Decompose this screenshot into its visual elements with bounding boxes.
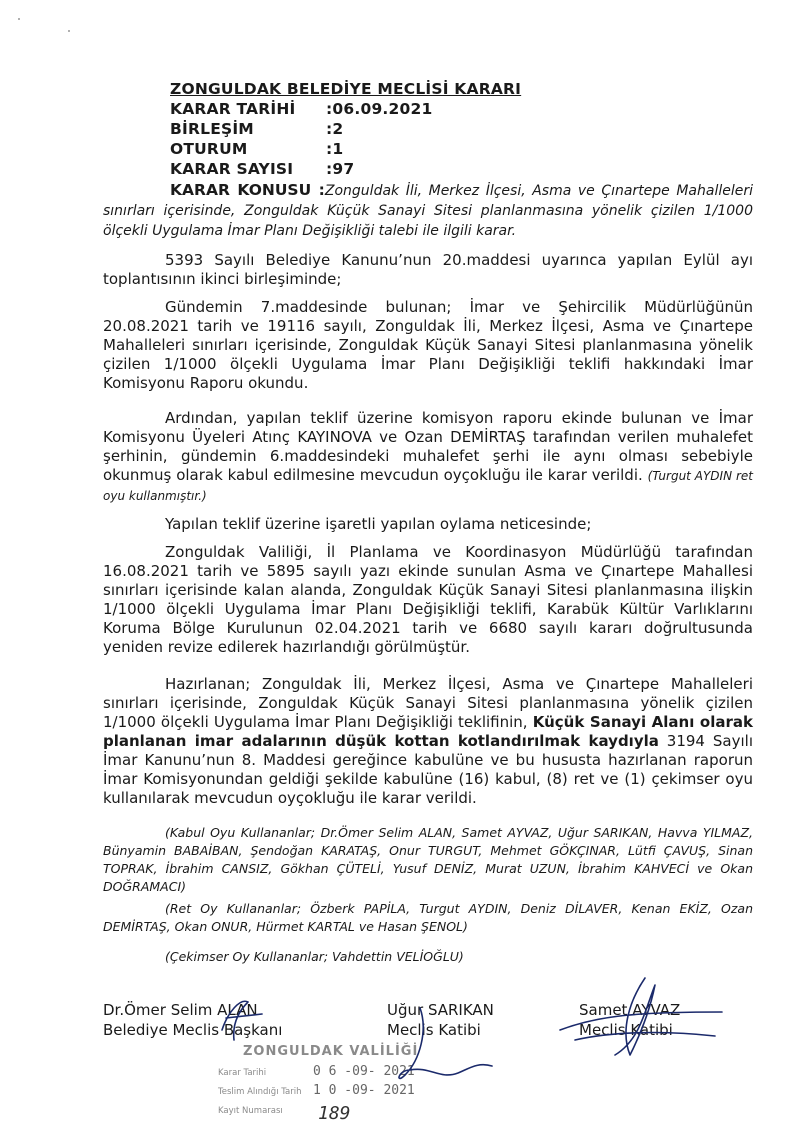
body-paragraph: Zonguldak Valiliği, İl Planlama ve Koordinasyon Müdürlüğü tarafından 16.08.2021 tarih ve 5895 sayılı yazı ekinde sunulan Asma ve Çınartepe Mahallesi sınırları içerisinde kalan alanda, Zonguldak Küçük Sanayi Sitesi planlanmasına ilişkin 1/1000 ölçekli Uygulama İmar Planı Değişikliği teklifi, Karabük Kültür Varlıklarını Koruma Bölge Kurulunun 02.04.2021 tarih ve 6680 sayılı kararı doğrultusunda yeniden revize edilerek hazırlandığı görülmüştür.	[103, 543, 753, 656]
stamp-value: 1 0 -09- 2021	[313, 1083, 415, 1098]
accept-votes: (Kabul Oyu Kullananlar; Dr.Ömer Selim ALAN, Samet AYVAZ, Uğur SARIKAN, Havva YILMAZ, Bünyamin BABAİBAN, Şendoğan KARATAŞ, Onur TURGUT, Mehmet GÖKÇINAR, Lütfi ÇAVUŞ, Sinan TOPRAK, İbrahim CANSIZ, Gökhan ÇÜTELİ, Yusuf DENİZ, Murat UZUN, İbrahim KAHVECİ ve Okan DOĞRAMACI)	[103, 825, 753, 894]
stamp-value: 189	[318, 1103, 351, 1124]
abstain-votes: (Çekimser Oy Kullananlar; Vahdettin VELİOĞLU)	[165, 949, 464, 964]
signature-block-clerk-1	[387, 1000, 494, 1040]
official-stamp	[218, 1040, 428, 1126]
paragraph-text: 3194 Sayılı İmar Kanunu’nun 8. Maddesi gereğince kabulüne ve bu hususta hazırlanan raporun İmar Komisyonundan geldiği şekilde kabulüne (16) kabul, (8) ret ve (1) çekimser oyu kullanılarak mevcudun oyçokluğu ile karar verildi.	[103, 732, 753, 807]
body-paragraph: 5393 Sayılı Belediye Kanunu’nun 20.maddesi uyarınca yapılan Eylül ayı toplantısının ikinci birleşiminde;	[103, 251, 753, 288]
reject-votes: (Ret Oy Kullananlar; Özberk PAPİLA, Turgut AYDIN, Deniz DİLAVER, Kenan EKİZ, Ozan DEMİRTAŞ, Okan ONUR, Hürmet KARTAL ve Hasan ŞENOL)	[103, 901, 753, 934]
subject-label: KARAR KONUSU :	[170, 181, 325, 199]
sitting-row	[170, 140, 343, 158]
stamp-value: 0 6 -09- 2021	[313, 1064, 415, 1079]
signature-block-chairman	[103, 1000, 282, 1040]
stamp-label: Kayıt Numarası	[218, 1106, 283, 1116]
field-value: :97	[326, 160, 355, 178]
stamp-label: Karar Tarihi	[218, 1068, 267, 1078]
scan-speck	[68, 30, 70, 32]
stamp-label: Teslim Alındığı Tarih	[218, 1087, 302, 1097]
signer-role: Meclis Katibi	[387, 1021, 481, 1039]
subject-text: Zonguldak İli, Merkez İlçesi, Asma ve Çınartepe Mahalleleri sınırları içerisinde, Zonguldak Küçük Sanayi Sitesi planlanmasına yönelik çizilen 1/1000 ölçekli Uygulama İmar Planı Değişikliği talebi ile ilgili karar.	[103, 183, 753, 239]
field-label: OTURUM	[170, 140, 248, 158]
decision-date-row	[170, 100, 432, 118]
signer-name: Dr.Ömer Selim ALAN	[103, 1001, 258, 1019]
paragraph-text: Hazırlanan; Zonguldak İli, Merkez İlçesi, Asma ve Çınartepe Mahalleleri sınırları içerisinde, Zonguldak Küçük Sanayi Sitesi planlanmasına yönelik çizilen 1/1000 ölçekli Uygulama İmar Planı Değişikliği teklifinin,	[103, 675, 753, 731]
body-paragraph: Gündemin 7.maddesinde bulunan; İmar ve Şehircilik Müdürlüğünün 20.08.2021 tarih ve 19116 sayılı, Zonguldak İli, Merkez İlçesi, Asma ve Çınartepe Mahalleleri sınırları içerisinde, Zonguldak Küçük Sanayi Sitesi planlanmasına yönelik çizilen 1/1000 ölçekli Uygulama İmar Planı Değişikliği teklifi hakkındaki İmar Komisyonu Raporu okundu.	[103, 298, 753, 392]
field-value: :1	[326, 140, 344, 158]
field-label: KARAR SAYISI	[170, 160, 294, 178]
body-paragraph	[103, 675, 753, 808]
decision-number-row	[170, 160, 354, 178]
paragraph-note: (Turgut AYDIN ret oyu kullanmıştır.)	[103, 469, 753, 503]
signer-name: Uğur SARIKAN	[387, 1001, 494, 1019]
signature-block-clerk-2	[579, 1000, 680, 1040]
body-paragraph: Yapılan teklif üzerine işaretli yapılan oylama neticesinde;	[165, 515, 592, 533]
decision-subject	[103, 180, 753, 241]
document-title: ZONGULDAK BELEDİYE MECLİSİ KARARI	[170, 80, 522, 98]
field-value: :2	[326, 120, 344, 138]
paragraph-bold-text: Küçük Sanayi Alanı olarak planlanan imar adalarının düşük kottan kotlandırılmak kaydıyla	[103, 713, 753, 750]
field-value: :06.09.2021	[326, 100, 433, 118]
body-paragraph	[103, 409, 753, 506]
session-row	[170, 120, 343, 138]
signer-role: Meclis Katibi	[579, 1021, 673, 1039]
signer-name: Samet AYVAZ	[579, 1001, 681, 1019]
paragraph-text: Ardından, yapılan teklif üzerine komisyon raporu ekinde bulunan ve İmar Komisyonu Üyeleri Atınç KAYINOVA ve Ozan DEMİRTAŞ tarafından verilen muhalefet şerhinin, gündemin 6.maddesindeki muhalefet şerhi ile aynı olması sebebiyle okunmuş olarak kabul edilmesine mevcudun oyçokluğu ile karar verildi.	[103, 409, 753, 484]
field-label: BİRLEŞİM	[170, 120, 254, 138]
signer-role: Belediye Meclis Başkanı	[103, 1021, 283, 1039]
stamp-title: ZONGULDAK VALİLİĞİ	[243, 1044, 419, 1059]
field-label: KARAR TARİHİ	[170, 100, 296, 118]
scan-speck	[18, 18, 20, 20]
